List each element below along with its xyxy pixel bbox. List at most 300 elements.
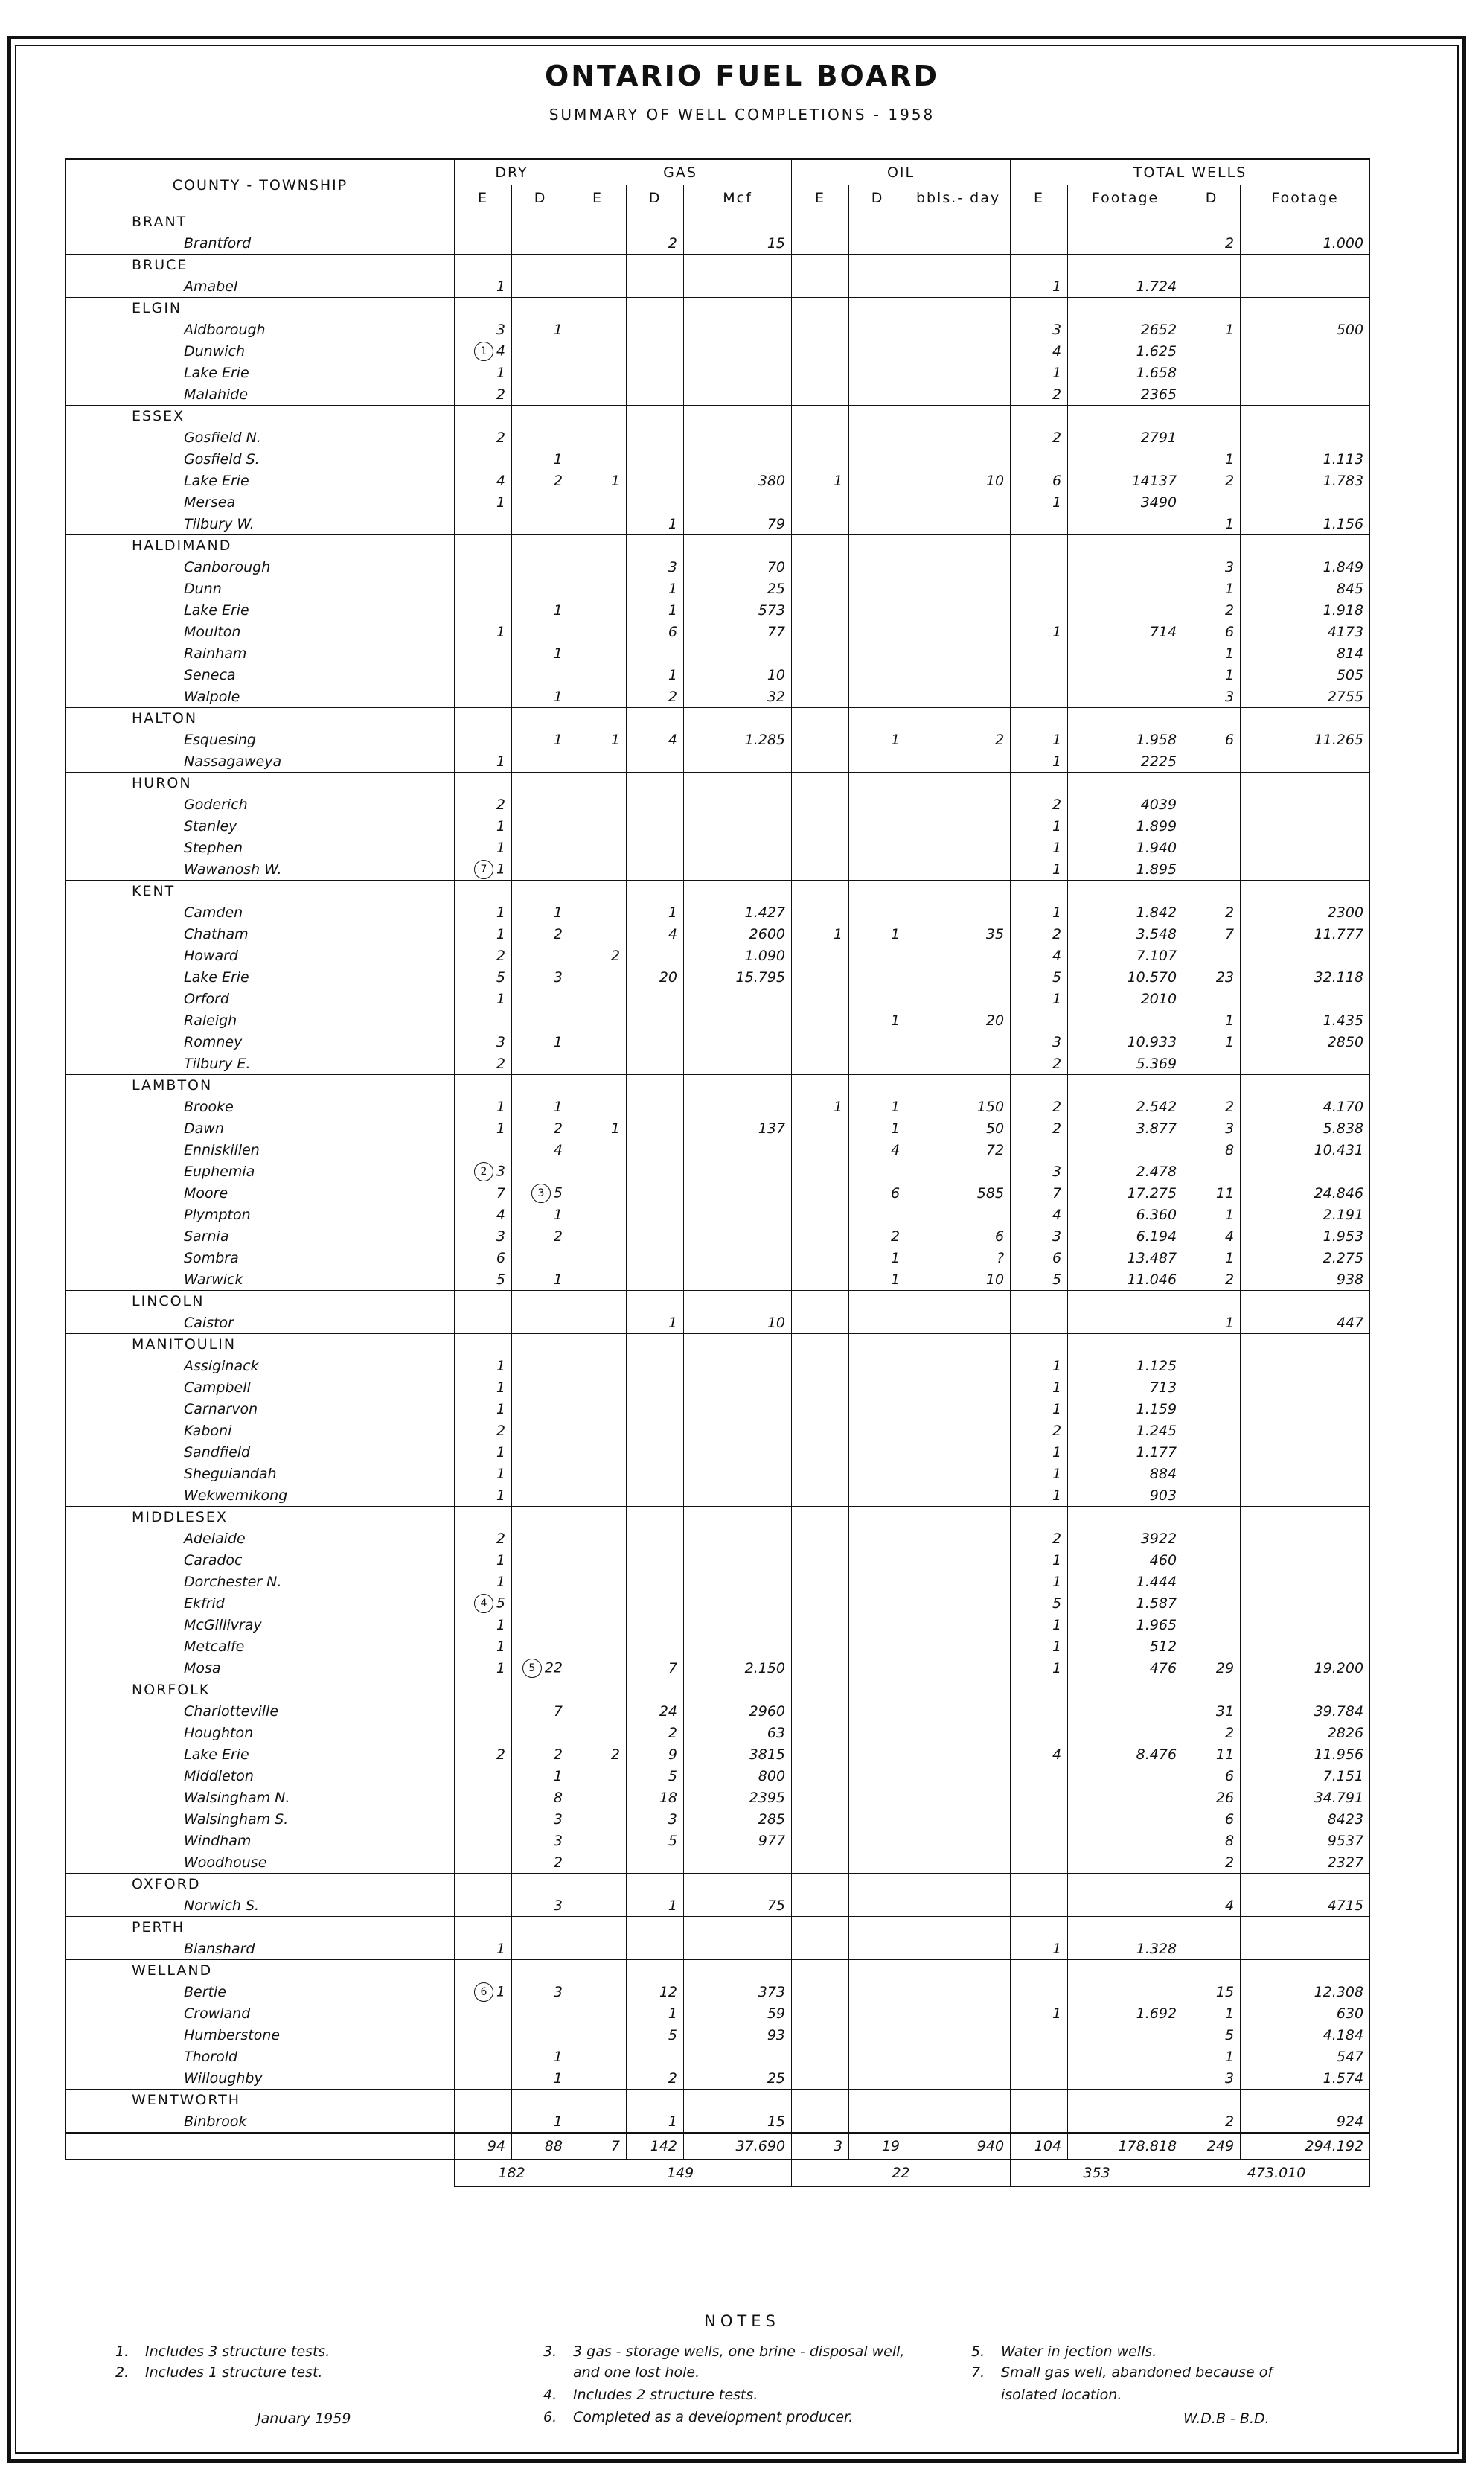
cell-tot-e	[1011, 622, 1068, 643]
cell-gas-e	[569, 600, 627, 622]
cell-value: 1	[553, 451, 563, 467]
cell-tot-d-ft	[1241, 2068, 1370, 2090]
cell-mcf	[684, 233, 792, 255]
cell-dry-e	[455, 384, 512, 406]
cell-mcf	[684, 989, 792, 1010]
cell-value: 1	[1224, 581, 1235, 597]
cell-gas-d	[627, 427, 684, 449]
table-row	[66, 492, 1370, 514]
cell-tot-d-ft	[1241, 1852, 1370, 1874]
cell-oil-d	[849, 1938, 906, 1960]
cell-dry-d	[512, 1895, 569, 1917]
cell-mcf	[684, 1334, 792, 1356]
cell-value: 3	[553, 1833, 563, 1849]
cell-oil-d	[849, 730, 906, 751]
cell-oil-d	[849, 1787, 906, 1809]
cell-mcf	[684, 794, 792, 816]
cell-value: 10	[767, 667, 786, 683]
cell-tot-d-ft	[1241, 1269, 1370, 1291]
cell-tot-d	[1183, 2003, 1241, 2025]
cell-gas-e	[569, 1312, 627, 1334]
cell-tot-e	[1011, 1766, 1068, 1787]
cell-tot-d-ft	[1241, 406, 1370, 427]
cell-value: 380	[758, 473, 786, 489]
cell-value: 1.159	[1136, 1401, 1177, 1417]
cell-gas-d	[627, 1334, 684, 1356]
cell-mcf	[684, 2025, 792, 2046]
cell-tot-e	[1011, 384, 1068, 406]
cell-gas-e	[569, 1248, 627, 1269]
cell-tot-d	[1183, 837, 1241, 859]
township-name: Windham	[184, 1833, 252, 1849]
township-name: Humberstone	[184, 2027, 281, 2043]
cell-oil-d	[849, 967, 906, 989]
cell-gas-d	[627, 773, 684, 794]
totals-label-cell	[66, 2133, 455, 2160]
cell-tot-e	[1011, 859, 1068, 881]
cell-dry-d	[512, 2068, 569, 2090]
cell-tot-e-ft	[1068, 406, 1183, 427]
cell-value: 505	[1336, 667, 1364, 683]
cell-oil-d	[849, 816, 906, 837]
cell-tot-d	[1183, 1679, 1241, 1701]
cell-tot-d-ft	[1241, 1960, 1370, 1982]
cell-mcf	[684, 1356, 792, 1377]
cell-value: 2	[496, 1531, 505, 1547]
grand-total-wells: 353	[1011, 2160, 1183, 2186]
cell-value: 1	[496, 1466, 505, 1482]
cell-dry-e	[455, 255, 512, 276]
township-name-cell	[66, 1161, 455, 1183]
cell-tot-e	[1011, 1809, 1068, 1831]
cell-value: 3815	[749, 1746, 786, 1763]
cell-mcf	[684, 600, 792, 622]
cell-tot-e-ft	[1068, 1528, 1183, 1550]
table-row	[66, 557, 1370, 578]
cell-value: 93	[767, 2027, 786, 2043]
cell-gas-e	[569, 1140, 627, 1161]
cell-tot-e	[1011, 1075, 1068, 1097]
cell-value: 5	[1052, 969, 1062, 986]
cell-value: 2	[1052, 1423, 1062, 1439]
cell-value: 11.046	[1127, 1271, 1177, 1288]
cell-bbls	[906, 2003, 1011, 2025]
cell-value: 1	[496, 753, 505, 770]
cell-oil-d	[849, 211, 906, 233]
cell-mcf	[684, 535, 792, 557]
table-row	[66, 1658, 1370, 1679]
cell-oil-e	[792, 1658, 849, 1679]
cell-gas-e	[569, 1334, 627, 1356]
township-name-cell	[66, 2111, 455, 2133]
cell-gas-e	[569, 1874, 627, 1895]
table-row	[66, 1097, 1370, 1118]
cell-value: 1	[553, 2049, 563, 2065]
cell-dry-e	[455, 924, 512, 945]
county-row	[66, 881, 1370, 902]
table-row	[66, 1485, 1370, 1507]
cell-tot-d	[1183, 1723, 1241, 1744]
cell-value: 25	[767, 2069, 786, 2087]
cell-tot-d	[1183, 341, 1241, 363]
table-row	[66, 1938, 1370, 1960]
cell-oil-e	[792, 686, 849, 708]
cell-tot-d	[1183, 1312, 1241, 1334]
table-row	[66, 794, 1370, 816]
cell-value: 1	[610, 732, 621, 748]
cell-dry-d	[512, 1571, 569, 1593]
cell-oil-d	[849, 406, 906, 427]
cell-gas-d	[627, 708, 684, 730]
township-name-cell	[66, 384, 455, 406]
cell-oil-d	[849, 470, 906, 492]
township-name-cell	[66, 449, 455, 470]
cell-value: 2.478	[1136, 1164, 1177, 1180]
cell-value: 2850	[1327, 1034, 1364, 1050]
cell-oil-e	[792, 1032, 849, 1053]
cell-value: 5	[668, 2027, 678, 2043]
cell-oil-d	[849, 989, 906, 1010]
cell-oil-d	[849, 1248, 906, 1269]
cell-mcf	[684, 945, 792, 967]
cell-value: 547	[1336, 2049, 1364, 2065]
cell-tot-e	[1011, 1183, 1068, 1204]
cell-bbls	[906, 1032, 1011, 1053]
cell-tot-d-ft	[1241, 1917, 1370, 1938]
cell-tot-e-ft	[1068, 924, 1183, 945]
cell-value: 70	[767, 559, 786, 575]
cell-value: 2	[1052, 926, 1062, 942]
total-d-footage-header: Footage	[1241, 185, 1370, 211]
cell-dry-d	[512, 1010, 569, 1032]
cell-oil-d	[849, 2090, 906, 2111]
cell-oil-e	[792, 363, 849, 384]
cell-gas-d	[627, 470, 684, 492]
cell-gas-d	[627, 1053, 684, 1075]
county-name: OXFORD	[132, 1876, 201, 1893]
cell-tot-d-ft	[1241, 1874, 1370, 1895]
cell-tot-d	[1183, 1895, 1241, 1917]
table-row	[66, 1442, 1370, 1464]
cell-mcf	[684, 1787, 792, 1809]
cell-value: 22	[544, 1659, 563, 1676]
total-dry-e: 94	[455, 2133, 512, 2160]
cell-gas-e	[569, 881, 627, 902]
cell-tot-e	[1011, 902, 1068, 924]
cell-value: 1	[496, 278, 505, 295]
cell-tot-d	[1183, 384, 1241, 406]
township-name: Amabel	[184, 278, 238, 295]
cell-oil-e	[792, 1831, 849, 1852]
cell-bbls	[906, 384, 1011, 406]
cell-tot-d	[1183, 1269, 1241, 1291]
cell-tot-e	[1011, 557, 1068, 578]
cell-value: 11.265	[1314, 732, 1364, 748]
township-name-cell	[66, 1140, 455, 1161]
cell-tot-e-ft	[1068, 902, 1183, 924]
cell-mcf	[684, 751, 792, 773]
cell-tot-d	[1183, 816, 1241, 837]
cell-mcf	[684, 1701, 792, 1723]
cell-tot-d-ft	[1241, 341, 1370, 363]
cell-gas-e	[569, 622, 627, 643]
cell-oil-e	[792, 1010, 849, 1032]
cell-gas-d	[627, 406, 684, 427]
township-name-cell	[66, 1399, 455, 1420]
cell-dry-e	[455, 578, 512, 600]
cell-tot-d	[1183, 2090, 1241, 2111]
cell-dry-d	[512, 751, 569, 773]
cell-tot-d-ft	[1241, 233, 1370, 255]
cell-value: 1.113	[1323, 451, 1364, 467]
oil-e-header: E	[792, 185, 849, 211]
cell-gas-d	[627, 2090, 684, 2111]
cell-mcf	[684, 578, 792, 600]
cell-oil-d	[849, 557, 906, 578]
cell-tot-e-ft	[1068, 1010, 1183, 1032]
cell-tot-d-ft	[1241, 881, 1370, 902]
cell-tot-d-ft	[1241, 945, 1370, 967]
cell-value: 1	[1052, 365, 1062, 381]
table-row	[66, 1161, 1370, 1183]
cell-gas-d	[627, 233, 684, 255]
cell-tot-e-ft	[1068, 1377, 1183, 1399]
cell-dry-e	[455, 1831, 512, 1852]
cell-value: 1.625	[1136, 343, 1177, 360]
cell-oil-e	[792, 1766, 849, 1787]
cell-tot-e-ft	[1068, 989, 1183, 1010]
cell-gas-e	[569, 1938, 627, 1960]
cell-value: ?	[996, 1250, 1005, 1266]
cell-tot-d-ft	[1241, 255, 1370, 276]
cell-tot-e-ft	[1068, 1140, 1183, 1161]
cell-gas-d	[627, 1032, 684, 1053]
cell-gas-d	[627, 1377, 684, 1399]
cell-dry-d	[512, 363, 569, 384]
cell-tot-d-ft	[1241, 730, 1370, 751]
cell-dry-e	[455, 1658, 512, 1679]
cell-value: 72	[985, 1142, 1005, 1158]
cell-gas-d	[627, 1701, 684, 1723]
cell-dry-d	[512, 1679, 569, 1701]
township-name-cell	[66, 794, 455, 816]
cell-gas-d	[627, 2025, 684, 2046]
cell-tot-e	[1011, 730, 1068, 751]
cell-mcf	[684, 2090, 792, 2111]
cell-tot-d-ft	[1241, 427, 1370, 449]
cell-bbls	[906, 1723, 1011, 1744]
cell-value: 1	[496, 1552, 505, 1569]
table-row	[66, 1787, 1370, 1809]
cell-dry-e	[455, 730, 512, 751]
cell-bbls	[906, 1053, 1011, 1075]
oil-header: OIL	[792, 159, 1011, 185]
cell-tot-e-ft	[1068, 1874, 1183, 1895]
cell-dry-e	[455, 557, 512, 578]
cell-dry-e	[455, 1204, 512, 1226]
township-name: Dunwich	[184, 343, 246, 360]
cell-gas-e	[569, 2090, 627, 2111]
cell-dry-e	[455, 2090, 512, 2111]
county-name: ESSEX	[132, 408, 185, 425]
cell-dry-d	[512, 643, 569, 665]
cell-tot-e	[1011, 665, 1068, 686]
cell-bbls	[906, 1097, 1011, 1118]
cell-value: 373	[758, 1984, 786, 2000]
cell-tot-e-ft	[1068, 794, 1183, 816]
cell-tot-e-ft	[1068, 1593, 1183, 1615]
county-name-cell	[66, 2090, 455, 2111]
cell-value: 1	[833, 926, 843, 942]
county-row	[66, 1334, 1370, 1356]
cell-value: 1.842	[1136, 904, 1177, 921]
township-name: Goderich	[184, 797, 248, 813]
cell-mcf	[684, 1917, 792, 1938]
cell-gas-e	[569, 535, 627, 557]
cell-bbls	[906, 406, 1011, 427]
cell-value: 9537	[1327, 1833, 1364, 1849]
total-gas-d: 142	[627, 2133, 684, 2160]
table-row	[66, 924, 1370, 945]
cell-tot-e-ft	[1068, 1766, 1183, 1787]
cell-dry-e	[455, 1593, 512, 1615]
cell-gas-d	[627, 1636, 684, 1658]
cell-dry-d	[512, 406, 569, 427]
cell-gas-d	[627, 1744, 684, 1766]
cell-dry-e	[455, 1938, 512, 1960]
cell-dry-d	[512, 600, 569, 622]
township-name: McGillivray	[184, 1617, 262, 1633]
cell-value: 5	[1224, 2027, 1235, 2043]
cell-value: 1.245	[1136, 1423, 1177, 1439]
cell-tot-d	[1183, 2046, 1241, 2068]
cell-tot-e-ft	[1068, 514, 1183, 535]
cell-tot-e-ft	[1068, 837, 1183, 859]
cell-value: 1	[1224, 1207, 1235, 1223]
cell-tot-d-ft	[1241, 1507, 1370, 1528]
cell-tot-e	[1011, 1571, 1068, 1593]
county-name-cell	[66, 535, 455, 557]
cell-value: 714	[1149, 624, 1177, 640]
cell-value: 2	[994, 732, 1005, 748]
cell-bbls	[906, 1852, 1011, 1874]
cell-value: 3	[668, 1811, 678, 1828]
cell-gas-d	[627, 945, 684, 967]
cell-tot-d-ft	[1241, 1118, 1370, 1140]
cell-oil-d	[849, 1356, 906, 1377]
cell-tot-d	[1183, 881, 1241, 902]
cell-value: 3	[1052, 322, 1062, 338]
cell-oil-e	[792, 1787, 849, 1809]
cell-tot-d-ft	[1241, 1658, 1370, 1679]
cell-dry-d	[512, 384, 569, 406]
cell-value: 7	[1052, 1185, 1062, 1202]
cell-tot-d-ft	[1241, 492, 1370, 514]
table-row	[66, 1269, 1370, 1291]
cell-value: 1	[890, 1250, 901, 1266]
cell-gas-d	[627, 1917, 684, 1938]
county-row	[66, 406, 1370, 427]
cell-gas-d	[627, 384, 684, 406]
cell-value: 6	[1052, 473, 1062, 489]
cell-dry-e	[455, 1356, 512, 1377]
cell-gas-e	[569, 2003, 627, 2025]
table-row	[66, 1528, 1370, 1550]
township-name: Dawn	[184, 1120, 224, 1137]
cell-tot-d-ft	[1241, 1161, 1370, 1183]
cell-gas-e	[569, 1420, 627, 1442]
cell-value: 7.107	[1136, 948, 1177, 964]
county-name-cell	[66, 298, 455, 319]
cell-dry-d	[512, 1917, 569, 1938]
cell-dry-e	[455, 1183, 512, 1204]
cell-oil-d	[849, 1809, 906, 1831]
cell-oil-d	[849, 643, 906, 665]
cell-dry-d	[512, 1485, 569, 1507]
cell-value: 1	[553, 1271, 563, 1288]
cell-value: 1	[1224, 322, 1235, 338]
cell-gas-d	[627, 1615, 684, 1636]
cell-mcf	[684, 1464, 792, 1485]
cell-value: 4	[1052, 343, 1062, 360]
cell-oil-d	[849, 2003, 906, 2025]
cell-oil-e	[792, 2090, 849, 2111]
cell-value: 7	[553, 1703, 563, 1720]
county-row	[66, 298, 1370, 319]
cell-value: 1.692	[1136, 2005, 1177, 2022]
cell-oil-d	[849, 1744, 906, 1766]
cell-mcf	[684, 1874, 792, 1895]
cell-tot-d-ft	[1241, 989, 1370, 1010]
table-row	[66, 1226, 1370, 1248]
cell-gas-e	[569, 1787, 627, 1809]
cell-oil-d	[849, 1097, 906, 1118]
cell-tot-d	[1183, 1291, 1241, 1312]
township-name-cell	[66, 470, 455, 492]
cell-value: 1	[833, 1099, 843, 1115]
township-name-cell	[66, 1938, 455, 1960]
cell-gas-e	[569, 1809, 627, 1831]
cell-dry-d	[512, 1118, 569, 1140]
cell-value: 2	[553, 1228, 563, 1245]
cell-tot-e	[1011, 1723, 1068, 1744]
county-name-cell	[66, 1507, 455, 1528]
cell-gas-e	[569, 1399, 627, 1420]
cell-tot-e-ft	[1068, 535, 1183, 557]
cell-tot-e-ft	[1068, 1356, 1183, 1377]
cell-tot-e-ft	[1068, 255, 1183, 276]
footnote-marker: 2	[474, 1162, 493, 1181]
cell-dry-e	[455, 1118, 512, 1140]
cell-mcf	[684, 1938, 792, 1960]
cell-tot-d-ft	[1241, 643, 1370, 665]
cell-value: 2	[1052, 1531, 1062, 1547]
date-label: January 1959	[257, 2410, 351, 2427]
cell-dry-d	[512, 1938, 569, 1960]
cell-tot-d	[1183, 233, 1241, 255]
cell-value: 5	[668, 1768, 678, 1784]
cell-gas-e	[569, 1528, 627, 1550]
cell-dry-d	[512, 1528, 569, 1550]
cell-oil-e	[792, 1679, 849, 1701]
cell-bbls	[906, 1982, 1011, 2003]
cell-bbls	[906, 1442, 1011, 1464]
township-name-cell	[66, 1010, 455, 1032]
cell-tot-d	[1183, 319, 1241, 341]
cell-value: 4	[1052, 1207, 1062, 1223]
cell-bbls	[906, 1636, 1011, 1658]
cell-dry-e	[455, 1161, 512, 1183]
